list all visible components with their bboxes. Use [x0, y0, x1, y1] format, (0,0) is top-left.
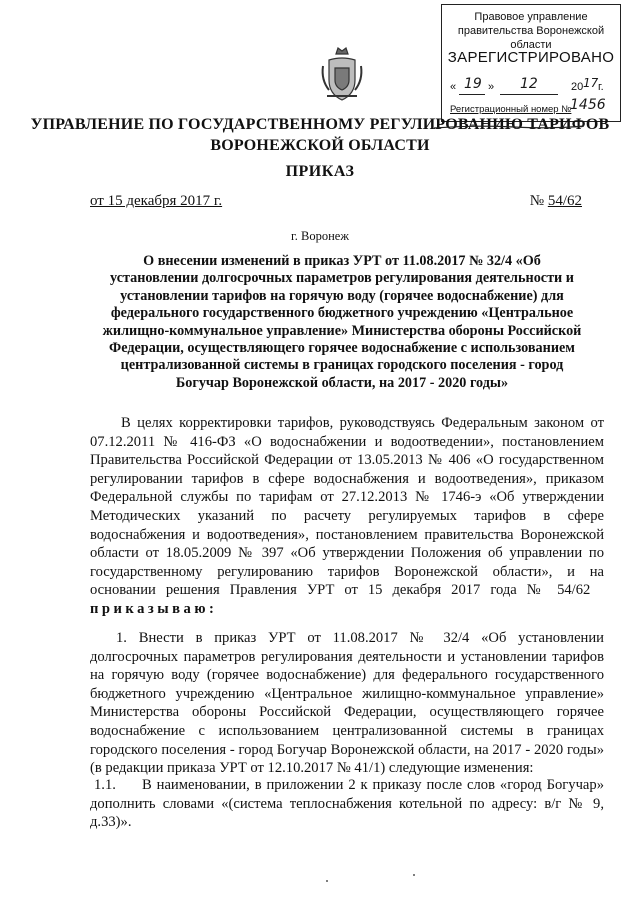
order-subject: О внесении изменений в приказ УРТ от 11.08.2017 № 32/4 «Об установлении долгосрочных параметров регулирования деятельности и установлении тарифов на горячую воду (горячее водоснабжение) для федерального государственного бюджетного учреждению «Центральное жилищно-коммунальное управление» Министерства обороны Российской Федерации, осуществляющего горячее водоснабжение с использованием централизованной системы в границах городского поселения - город Богучар Воронежской области, на 2017 - 2020 годы»	[102, 253, 582, 391]
number-prefix: №	[529, 193, 545, 209]
scan-speck	[413, 874, 415, 876]
agency-name: УПРАВЛЕНИЕ ПО ГОСУДАРСТВЕННОМУ РЕГУЛИРОВАНИЮ ТАРИФОВ ВОРОНЕЖСКОЙ ОБЛАСТИ	[30, 116, 610, 154]
item-1-1	[90, 776, 604, 832]
stamp-day: 19	[464, 76, 482, 92]
number-value: 54/62	[547, 193, 582, 209]
stamp-month: 12	[520, 76, 538, 92]
order-date: от 15 декабря 2017 г.	[90, 193, 223, 209]
stamp-date	[450, 76, 616, 97]
coat-of-arms-icon	[319, 46, 365, 104]
quote-open: «	[450, 81, 457, 93]
preamble-paragraph	[90, 414, 604, 619]
order-number	[530, 193, 582, 210]
stamp-reg-label: Регистрационный номер №	[450, 104, 572, 115]
preamble-text: В целях корректировки тарифов, руководствуясь Федеральным законом от 07.12.2011 № 416-ФЗ «О водоснабжении и водоотведении», постановлением Правительства Российской Федерации от 13.05.2013 № 406 «О государственном регулировании тарифов в сфере водоснабжения и водоотведения», приказом Федеральной службы по тарифам от 27.12.2013 № 1746-э «Об утверждении Методических указаний по расчету регулируемых тарифов в сфере водоснабжения и водоотведения», постановлением правительства Воронежской области от 18.05.2009 № 397 «Об утверждении Положения об управлении по государственному регулированию тарифов Воронежской области», и на основании решения Правления УРТ от 15 декабря 2017 года № 54/62	[90, 415, 604, 599]
month-underline	[500, 94, 558, 95]
stamp-year: 17	[583, 76, 599, 90]
handwritten-strike	[434, 122, 584, 132]
stamp-year-prefix: 20	[571, 81, 584, 93]
document-type: ПРИКАЗ	[285, 163, 355, 180]
item-1-1-label: 1.1.	[94, 777, 116, 793]
directive-word: приказываю:	[90, 600, 218, 617]
stamp-reg-number: 1456	[570, 97, 606, 113]
stamp-status: ЗАРЕГИСТРИРОВАНО	[447, 49, 615, 66]
city: г. Воронеж	[291, 229, 349, 243]
item-1: 1. Внести в приказ УРТ от 11.08.2017 № 32/4 «Об установлении долгосрочных параметров регулирования деятельности и установлении тарифов на горячую воду (горячее водоснабжение) для федерального государственного бюджетного учреждению «Центральное жилищно-коммунальное управление» Министерства обороны Российской Федерации, осуществляющего горячее водоснабжение с использованием централизованной системы в границах городского поселения - город Богучар Воронежской области, на 2017 - 2020 годы» (в редакции приказа УРТ от 12.10.2017 № 41/1) следующие изменения:	[90, 630, 604, 777]
item-1-1-text: В наименовании, в приложении 2 к приказу после слов «город Богучар» дополнить словами «(система теплоснабжения котельной по адресу: в/г № 9, д.33)».	[90, 777, 604, 831]
quote-close: »	[488, 81, 495, 93]
stamp-organization: Правовое управление правительства Воронежской области	[457, 11, 605, 51]
scan-speck	[326, 880, 328, 882]
day-underline	[459, 94, 485, 95]
stamp-year-suffix: г.	[598, 81, 604, 93]
registration-stamp	[441, 4, 621, 122]
